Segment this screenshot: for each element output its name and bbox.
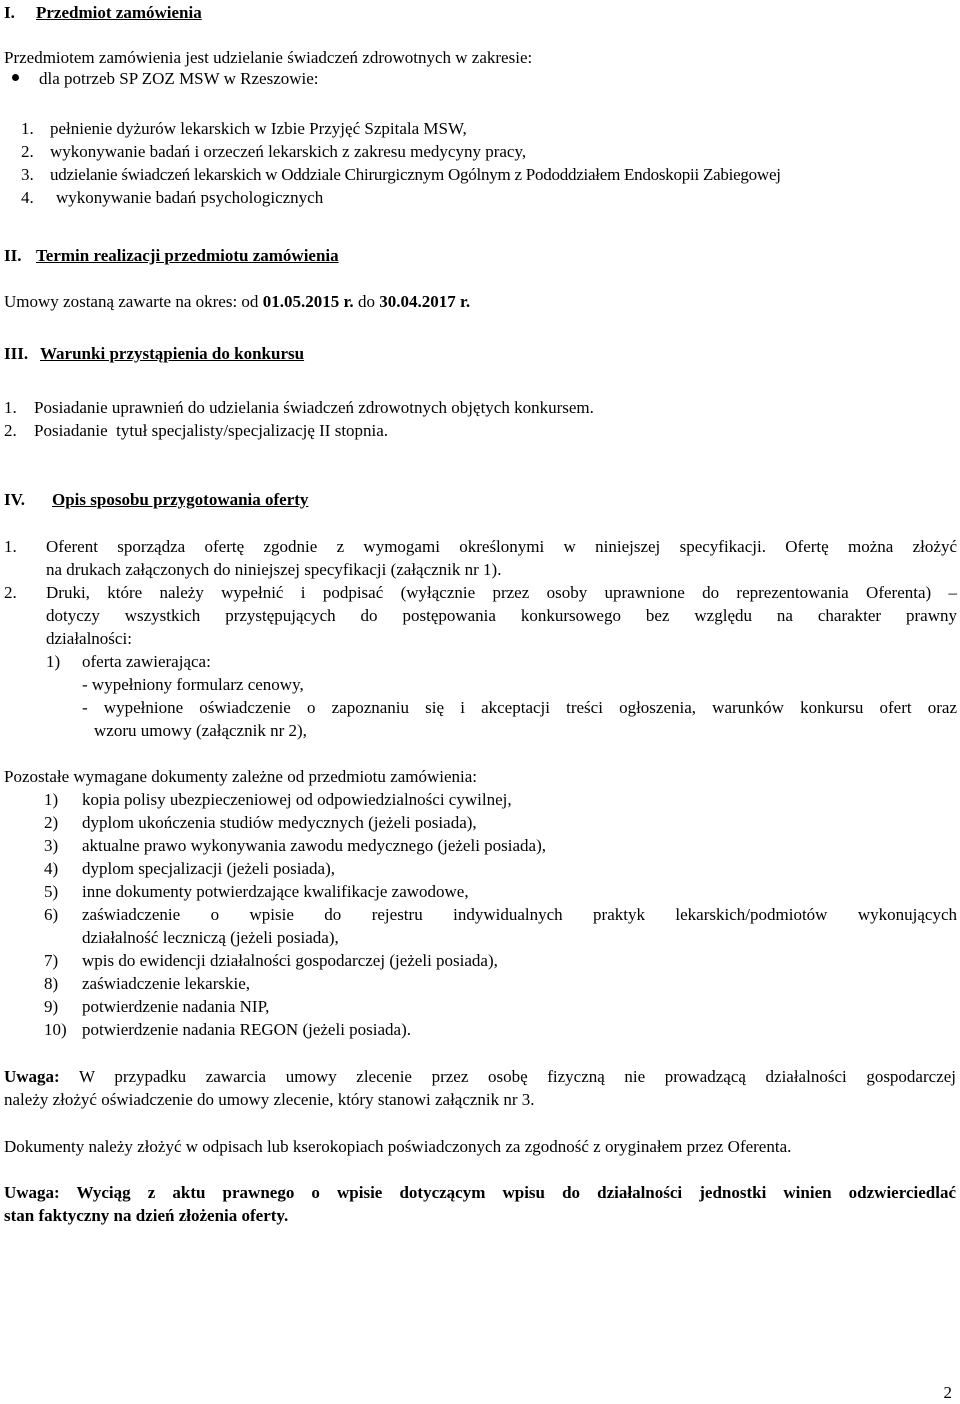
note-2-line-1: Uwaga: Wyciąg z aktu prawnego o wpisie dotyczącym wpisu do działalności jednostki winien odzwierciedlać bbox=[4, 1183, 956, 1202]
section-2-text bbox=[4, 290, 470, 313]
other-docs-item-6-num: 6) bbox=[44, 905, 59, 924]
page-number: 2 bbox=[943, 1383, 952, 1402]
section-4-item-2-num: 2. bbox=[4, 583, 17, 602]
date-to: 30.04.2017 r. bbox=[379, 292, 471, 311]
other-docs-item-10-num: 10) bbox=[44, 1020, 67, 1039]
other-docs-item-9-text: potwierdzenie nadania NIP, bbox=[82, 997, 270, 1016]
section-4-dash-1: - wypełniony formularz cenowy, bbox=[82, 675, 304, 694]
section-4-item-2-line-2: dotyczy wszystkich przystępujących do postępowania konkursowego bez względu na charakter prawny bbox=[46, 606, 957, 625]
section-4-item-1-line-1: Oferent sporządza ofertę zgodnie z wymogami określonymi w niniejszej specyfikacji. Ofertę można złożyć bbox=[46, 537, 957, 556]
bullet-icon bbox=[12, 74, 19, 81]
section-4-sub-1-num: 1) bbox=[46, 652, 61, 671]
section-3-item-1-num: 1. bbox=[4, 398, 17, 417]
section-4-sub-1-text: oferta zawierająca: bbox=[82, 652, 211, 671]
other-docs-item-6-text-cont: działalność leczniczą (jeżeli posiada), bbox=[82, 928, 339, 947]
section-1-item-2-text: wykonywanie badań i orzeczeń lekarskich z zakresu medycyny pracy, bbox=[50, 142, 527, 161]
section-3-heading bbox=[4, 342, 305, 365]
other-docs-item-8-text: zaświadczenie lekarskie, bbox=[82, 974, 251, 993]
other-docs-item-5-num: 5) bbox=[44, 882, 59, 901]
section-1-number: I. bbox=[4, 3, 15, 22]
section-1-bullet-text: dla potrzeb SP ZOZ MSW w Rzeszowie: bbox=[39, 69, 319, 88]
other-docs-item-10-text: potwierdzenie nadania REGON (jeżeli posiada). bbox=[82, 1020, 412, 1039]
date-separator: do bbox=[353, 292, 380, 311]
section-1-item-4-num: 4. bbox=[21, 188, 34, 207]
other-docs-item-3-num: 3) bbox=[44, 836, 59, 855]
contract-period-label: Umowy zostaną zawarte na okres: od bbox=[4, 292, 263, 311]
section-3-item-2-num: 2. bbox=[4, 421, 17, 440]
section-4-item-1-line-2: na drukach załączonych do niniejszej specyfikacji (załącznik nr 1). bbox=[46, 560, 502, 579]
note-1-line-1 bbox=[4, 1065, 956, 1088]
section-4-dash-2-line-1: - wypełnione oświadczenie o zapoznaniu się i akceptacji treści ogłoszenia, warunków konkursu ofert oraz bbox=[82, 698, 957, 717]
note-1-label: Uwaga: bbox=[4, 1067, 60, 1086]
other-docs-item-6-text: zaświadczenie o wpisie do rejestru indywidualnych praktyk lekarskich/podmiotów wykonujących bbox=[82, 905, 957, 924]
other-docs-item-4-text: dyplom specjalizacji (jeżeli posiada), bbox=[82, 859, 336, 878]
other-docs-item-5-text: inne dokumenty potwierdzające kwalifikacje zawodowe, bbox=[82, 882, 469, 901]
section-1-item-2-num: 2. bbox=[21, 142, 34, 161]
section-3-item-2-text: Posiadanie tytuł specjalisty/specjalizację II stopnia. bbox=[34, 421, 389, 440]
section-1-heading bbox=[4, 1, 202, 24]
note-2-line-2: stan faktyczny na dzień złożenia oferty. bbox=[4, 1206, 289, 1225]
other-docs-item-2-text: dyplom ukończenia studiów medycznych (jeżeli posiada), bbox=[82, 813, 477, 832]
section-3-title: Warunki przystąpienia do konkursu bbox=[40, 344, 305, 363]
documents-note: Dokumenty należy złożyć w odpisach lub kserokopiach poświadczonych za zgodność z oryginałem przez Oferenta. bbox=[4, 1137, 792, 1156]
section-4-heading bbox=[4, 488, 309, 511]
note-1-line-2: należy złożyć oświadczenie do umowy zlecenie, który stanowi załącznik nr 3. bbox=[4, 1090, 535, 1109]
section-1-item-4-text: wykonywanie badań psychologicznych bbox=[56, 188, 324, 207]
other-docs-item-7-text: wpis do ewidencji działalności gospodarczej (jeżeli posiada), bbox=[82, 951, 498, 970]
section-1-title: Przedmiot zamówienia bbox=[36, 3, 202, 22]
section-4-item-1-num: 1. bbox=[4, 537, 17, 556]
other-docs-item-2-num: 2) bbox=[44, 813, 59, 832]
section-4-title: Opis sposobu przygotowania oferty bbox=[52, 490, 309, 509]
other-docs-item-3-text: aktualne prawo wykonywania zawodu medycznego (jeżeli posiada), bbox=[82, 836, 547, 855]
other-docs-item-9-num: 9) bbox=[44, 997, 59, 1016]
section-2-heading bbox=[4, 244, 339, 267]
date-from: 01.05.2015 r. bbox=[262, 292, 354, 311]
section-4-number: IV. bbox=[4, 490, 25, 509]
other-docs-item-7-num: 7) bbox=[44, 951, 59, 970]
section-1-item-1-num: 1. bbox=[21, 119, 34, 138]
section-4-dash-2-line-2: wzoru umowy (załącznik nr 2), bbox=[94, 721, 307, 740]
section-4-item-2-line-1: Druki, które należy wypełnić i podpisać (wyłącznie przez osoby uprawnione do reprezentowania Oferenta) – bbox=[46, 583, 957, 602]
section-2-title: Termin realizacji przedmiotu zamówienia bbox=[36, 246, 339, 265]
section-3-number: III. bbox=[4, 344, 29, 363]
other-docs-item-4-num: 4) bbox=[44, 859, 59, 878]
section-4-item-2-line-3: działalności: bbox=[46, 629, 132, 648]
other-docs-heading: Pozostałe wymagane dokumenty zależne od przedmiotu zamówienia: bbox=[4, 767, 478, 786]
other-docs-item-1-text: kopia polisy ubezpieczeniowej od odpowiedzialności cywilnej, bbox=[82, 790, 512, 809]
section-1-item-3-num: 3. bbox=[21, 165, 34, 184]
section-1-intro: Przedmiotem zamówienia jest udzielanie świadczeń zdrowotnych w zakresie: bbox=[4, 48, 533, 67]
note-1-text: W przypadku zawarcia umowy zlecenie przez osobę fizyczną nie prowadzącą działalności gospodarczej bbox=[59, 1067, 956, 1086]
other-docs-item-1-num: 1) bbox=[44, 790, 59, 809]
section-1-item-1-text: pełnienie dyżurów lekarskich w Izbie Przyjęć Szpitala MSW, bbox=[50, 119, 467, 138]
other-docs-item-8-num: 8) bbox=[44, 974, 59, 993]
section-2-number: II. bbox=[4, 246, 22, 265]
section-3-item-1-text: Posiadanie uprawnień do udzielania świadczeń zdrowotnych objętych konkursem. bbox=[34, 398, 594, 417]
section-1-item-3-text: udzielanie świadczeń lekarskich w Oddziale Chirurgicznym Ogólnym z Pododdziałem Endoskopii Zabiegowej bbox=[50, 165, 781, 184]
